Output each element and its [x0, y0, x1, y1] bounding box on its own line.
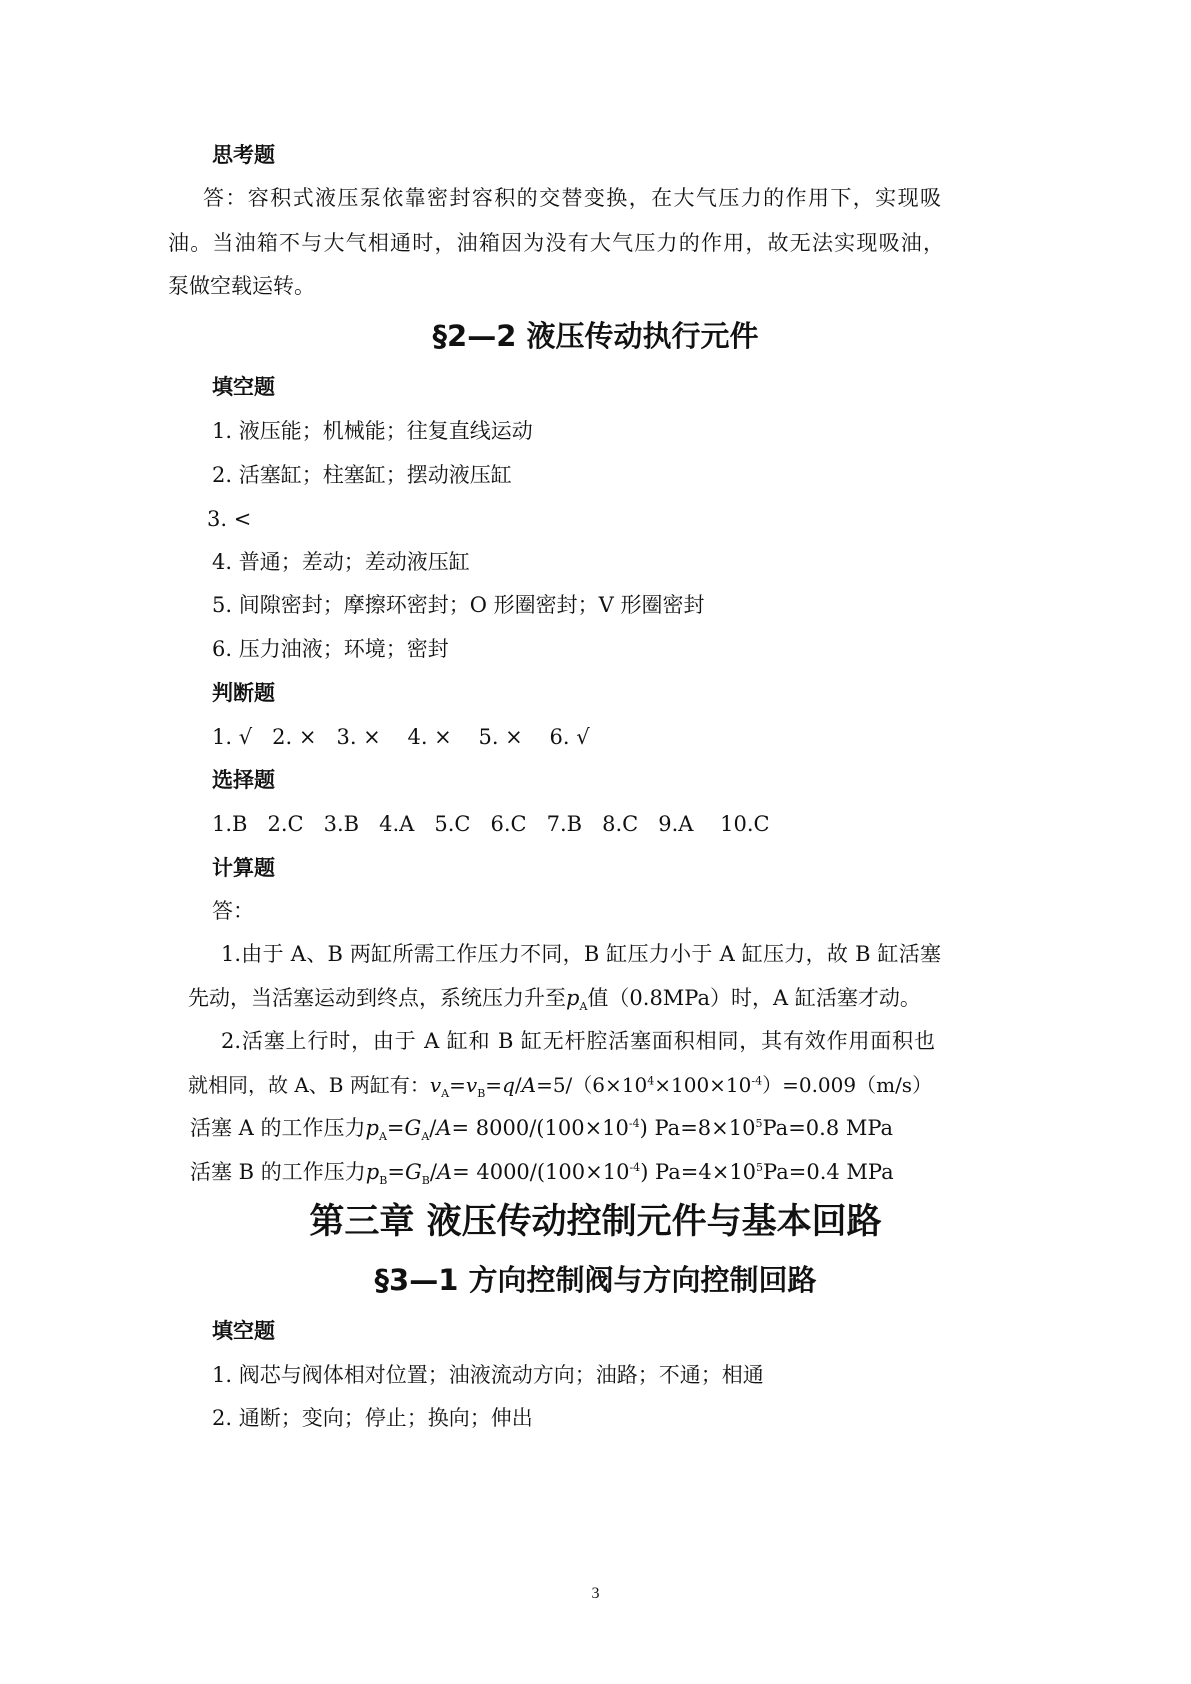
calc-p1-line2: [188, 985, 921, 1014]
calc-p2-line1: 2.活塞上行时，由于 A 缸和 B 缸无杆腔活塞面积相同，其有效作用面积也: [221, 1029, 935, 1053]
calc-p2-text-b: =5/（6×10: [536, 1073, 648, 1097]
calc-p4-line: [190, 1159, 894, 1188]
calc-p3-line: [190, 1115, 894, 1144]
symbol-v: v: [429, 1073, 442, 1097]
symbol-v: v: [465, 1073, 478, 1097]
calc-p2-text-a: 就相同，故 A、B 两缸有：: [188, 1073, 430, 1097]
equals-sign: =: [485, 1073, 503, 1097]
thinking-line-3: 泵做空载运转。: [168, 274, 315, 298]
slash: /: [514, 1073, 522, 1097]
section-2-2-title: §2—2 液压传动执行元件: [432, 319, 759, 353]
calc-p4-text-d: Pa=0.4 MPa: [763, 1160, 894, 1184]
page-number: 3: [591, 1585, 600, 1602]
exponent-5: 5: [755, 1117, 763, 1130]
fill-heading-3-1: 填空题: [212, 1319, 275, 1343]
calc-p2-line2: [188, 1072, 932, 1098]
subscript-b: B: [421, 1174, 430, 1188]
symbol-q: q: [502, 1073, 515, 1097]
exponent-neg4: -4: [629, 1161, 641, 1174]
fill-item-5: 5. 间隙密封；摩擦环密封；O 形圈密封；V 形圈密封: [212, 593, 705, 617]
exponent-neg4: -4: [628, 1117, 640, 1130]
exponent-neg4: -4: [751, 1074, 763, 1088]
equals-sign: =: [449, 1073, 466, 1097]
choice-heading: 选择题: [212, 768, 275, 792]
symbol-g: G: [404, 1160, 422, 1184]
fill-item-1: 1. 液压能；机械能；往复直线运动: [212, 419, 533, 443]
symbol-a: A: [436, 1116, 452, 1140]
calc-p3-text-d: Pa=0.8 MPa: [762, 1116, 894, 1140]
section-3-1-title: §3—1 方向控制阀与方向控制回路: [374, 1263, 817, 1297]
slash: /: [429, 1116, 437, 1140]
subscript-a: A: [441, 1087, 450, 1100]
calc-p1-text-b: 值（0.8MPa）时，A 缸活塞才动。: [587, 986, 921, 1010]
calc-p4-text-a: 活塞 B 的工作压力: [190, 1160, 366, 1184]
fill-heading-2-2: 填空题: [212, 375, 275, 399]
symbol-p: p: [365, 1116, 379, 1140]
calc-p1-line1: 1.由于 A、B 两缸所需工作压力不同，B 缸压力小于 A 缸压力，故 B 缸活塞: [221, 942, 941, 966]
fill-item-4: 4. 普通；差动；差动液压缸: [212, 550, 470, 574]
equals-sign: =: [387, 1160, 405, 1184]
exponent-4: 4: [647, 1074, 655, 1088]
judge-heading: 判断题: [212, 681, 275, 705]
symbol-p: p: [365, 1160, 380, 1184]
calc-heading: 计算题: [212, 856, 275, 880]
subscript-a: A: [579, 1000, 588, 1014]
calc-answer-label: 答：: [212, 899, 254, 923]
judge-answers: 1. √ 2. × 3. × 4. × 5. × 6. √: [212, 725, 590, 749]
calc-p2-text-d: ）=0.009（m/s）: [762, 1073, 933, 1097]
symbol-p: p: [566, 986, 580, 1010]
thinking-heading: 思考题: [212, 143, 275, 167]
choice-answers: 1.B 2.C 3.B 4.A 5.C 6.C 7.B 8.C 9.A 10.C: [212, 812, 770, 836]
subscript-a: A: [421, 1130, 430, 1144]
fill-item-3: 3. <: [207, 507, 252, 531]
calc-p1-text-a: 先动，当活塞运动到终点，系统压力升至: [188, 986, 566, 1010]
calc-p3-text-a: 活塞 A 的工作压力: [190, 1116, 366, 1140]
calc-p4-text-c: ) Pa=4×10: [640, 1160, 757, 1184]
thinking-line-1: 答：容积式液压泵依靠密封容积的交替变换，在大气压力的作用下，实现吸: [203, 186, 941, 210]
subscript-b: B: [477, 1087, 486, 1100]
slash: /: [429, 1160, 437, 1184]
calc-p3-text-c: ) Pa=8×10: [639, 1116, 756, 1140]
thinking-line-2: 油。当油箱不与大气相通时，油箱因为没有大气压力的作用，故无法实现吸油，: [168, 231, 944, 255]
calc-p4-text-b: = 4000/(100×10: [452, 1160, 630, 1184]
chapter-3-title: 第三章 液压传动控制元件与基本回路: [309, 1202, 882, 1242]
symbol-a: A: [521, 1073, 537, 1097]
fill-item-6: 6. 压力油液；环境；密封: [212, 637, 449, 661]
symbol-g: G: [404, 1116, 422, 1140]
fill-3-1-item-1: 1. 阀芯与阀体相对位置；油液流动方向；油路；不通；相通: [212, 1363, 764, 1387]
calc-p2-text-c: ×100×10: [654, 1073, 752, 1097]
exponent-5: 5: [756, 1161, 764, 1174]
subscript-a: A: [378, 1130, 387, 1144]
equals-sign: =: [386, 1116, 405, 1140]
calc-p3-text-b: = 8000/(100×10: [451, 1116, 629, 1140]
symbol-a: A: [436, 1160, 453, 1184]
fill-item-2: 2. 活塞缸；柱塞缸；摆动液压缸: [212, 463, 512, 487]
fill-3-1-item-2: 2. 通断；变向；停止；换向；伸出: [212, 1406, 533, 1430]
subscript-b: B: [379, 1174, 388, 1188]
